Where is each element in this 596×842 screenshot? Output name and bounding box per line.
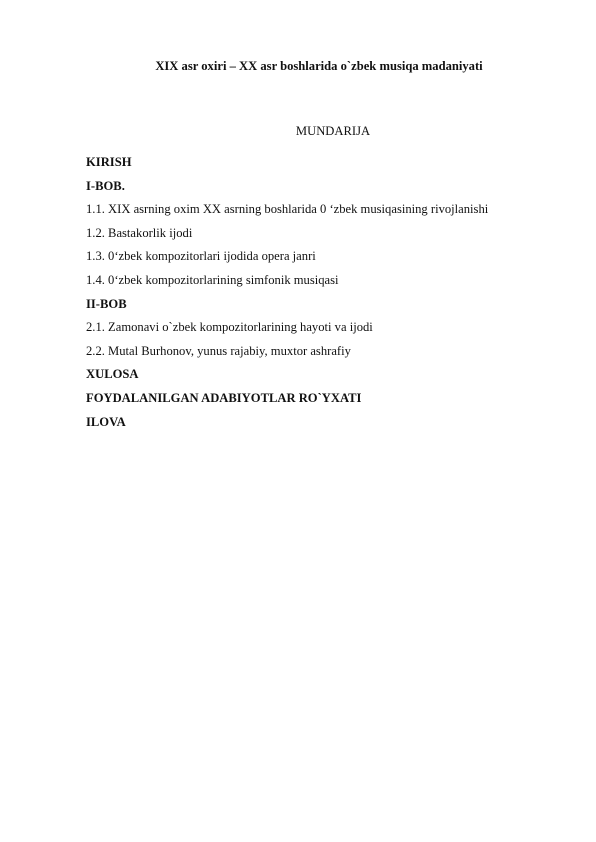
toc-item-xulosa: XULOSA xyxy=(86,367,139,382)
toc-item-1-2: 1.2. Bastakorlik ijodi xyxy=(86,225,193,240)
toc-item-1-3: 1.3. 0‘zbek kompozitorlari ijodida opera janri xyxy=(86,249,316,264)
toc-item-kirish: KIRISH xyxy=(86,155,132,169)
toc-item-1-4: 1.4. 0‘zbek kompozitorlarining simfonik musiqasi xyxy=(86,272,339,287)
toc-item-2-1: 2.1. Zamonavi o`zbek kompozitorlarining hayoti va ijodi xyxy=(86,320,373,335)
toc-item-chapter-2: II-BOB xyxy=(86,296,127,311)
toc-item-1-1: 1.1. XIX asrning oxim XX asrning boshlarida 0 ‘zbek musiqasining rivojlanishi xyxy=(86,202,489,217)
document-title: XIX asr oxiri – XX asr boshlarida o`zbek musiqa madaniyati xyxy=(155,59,483,73)
toc-item-2-2: 2.2. Mutal Burhonov, yunus rajabiy, muxtor ashrafiy xyxy=(86,343,351,358)
toc-item-ilova: ILOVA xyxy=(86,414,126,429)
toc-heading: MUNDARIJA xyxy=(295,124,371,138)
toc-item-references: FOYDALANILGAN ADABIYOTLAR RO`YXATI xyxy=(86,390,362,405)
toc-item-chapter-1: I-BOB. xyxy=(86,178,125,193)
table-of-contents xyxy=(86,151,566,434)
